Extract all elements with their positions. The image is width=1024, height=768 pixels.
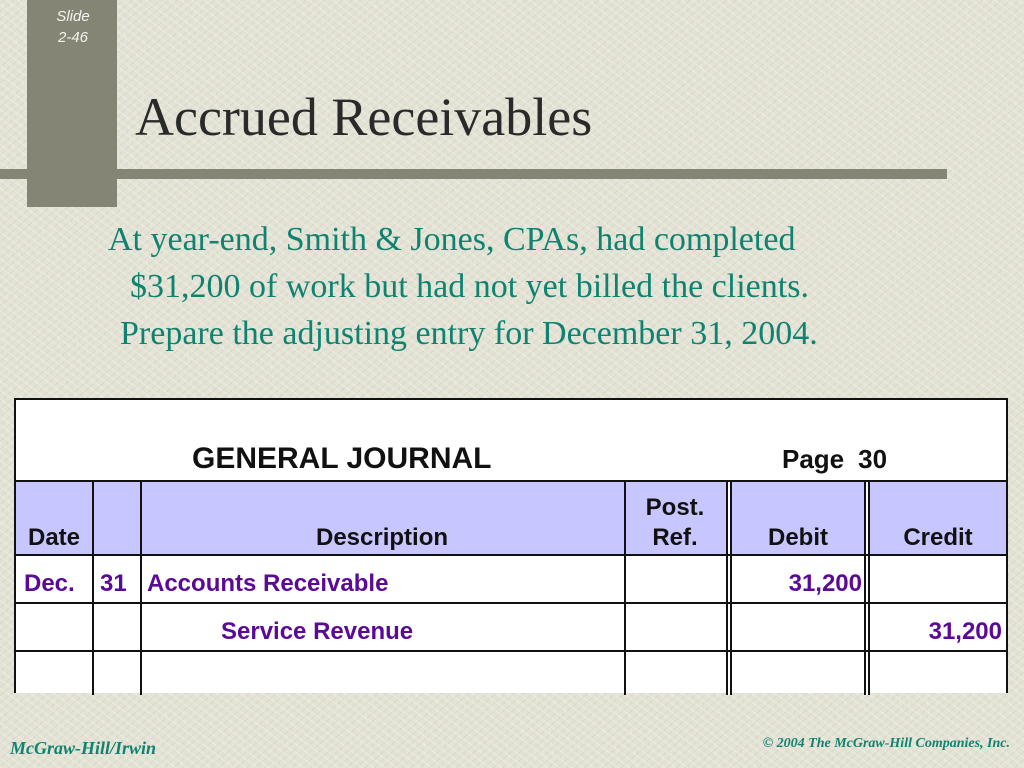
post-ref-line-1: Post. — [645, 494, 705, 521]
journal-header — [16, 400, 1006, 482]
entry-credit: 31,200 — [928, 618, 1002, 645]
grid-line — [92, 482, 94, 695]
entry-month: Dec. — [24, 570, 75, 597]
title-divider — [0, 169, 947, 179]
column-header-post-ref-label — [624, 493, 726, 553]
column-header-description — [140, 482, 624, 556]
problem-line-1: At year-end, Smith & Jones, CPAs, had completed — [108, 221, 796, 258]
slide-title: Accrued Receivables — [135, 87, 593, 147]
post-ref-line-2: Ref. — [652, 524, 698, 551]
general-journal — [14, 398, 1008, 693]
grid-line-double — [864, 482, 870, 695]
publisher-footer: McGraw-Hill/Irwin — [10, 738, 157, 758]
column-header-day — [92, 482, 140, 556]
page-number: 30 — [858, 444, 888, 474]
entry-day: 31 — [100, 570, 127, 597]
column-header-date — [16, 482, 92, 556]
grid-line — [140, 482, 142, 695]
column-header-debit-label: Debit — [768, 524, 828, 551]
slide-label: Slide — [56, 8, 90, 25]
grid-line — [16, 602, 1006, 604]
slide-number-value: 2-46 — [57, 29, 89, 46]
slide-number — [33, 6, 113, 48]
grid-line — [16, 650, 1006, 652]
journal-page — [782, 444, 887, 475]
grid-line — [16, 554, 1006, 556]
grid-line — [624, 482, 626, 695]
entry-description: Accounts Receivable — [147, 570, 389, 597]
column-header-date-label: Date — [27, 524, 81, 551]
journal-title: GENERAL JOURNAL — [192, 442, 492, 475]
copyright-footer: © 2004 The McGraw-Hill Companies, Inc. — [762, 736, 1010, 751]
problem-line-2: $31,200 of work but had not yet billed the clients. — [130, 268, 809, 305]
column-header-post-ref — [624, 482, 726, 556]
problem-statement — [108, 216, 948, 357]
column-header-credit-label: Credit — [903, 524, 973, 551]
page-label: Page — [782, 444, 845, 474]
column-header-description-label: Description — [315, 524, 449, 551]
entry-debit: 31,200 — [788, 570, 862, 597]
entry-description: Service Revenue — [221, 618, 414, 645]
column-header-debit — [732, 482, 864, 556]
problem-line-3: Prepare the adjusting entry for December 31, 2004. — [120, 315, 818, 352]
column-header-credit — [870, 482, 1006, 556]
